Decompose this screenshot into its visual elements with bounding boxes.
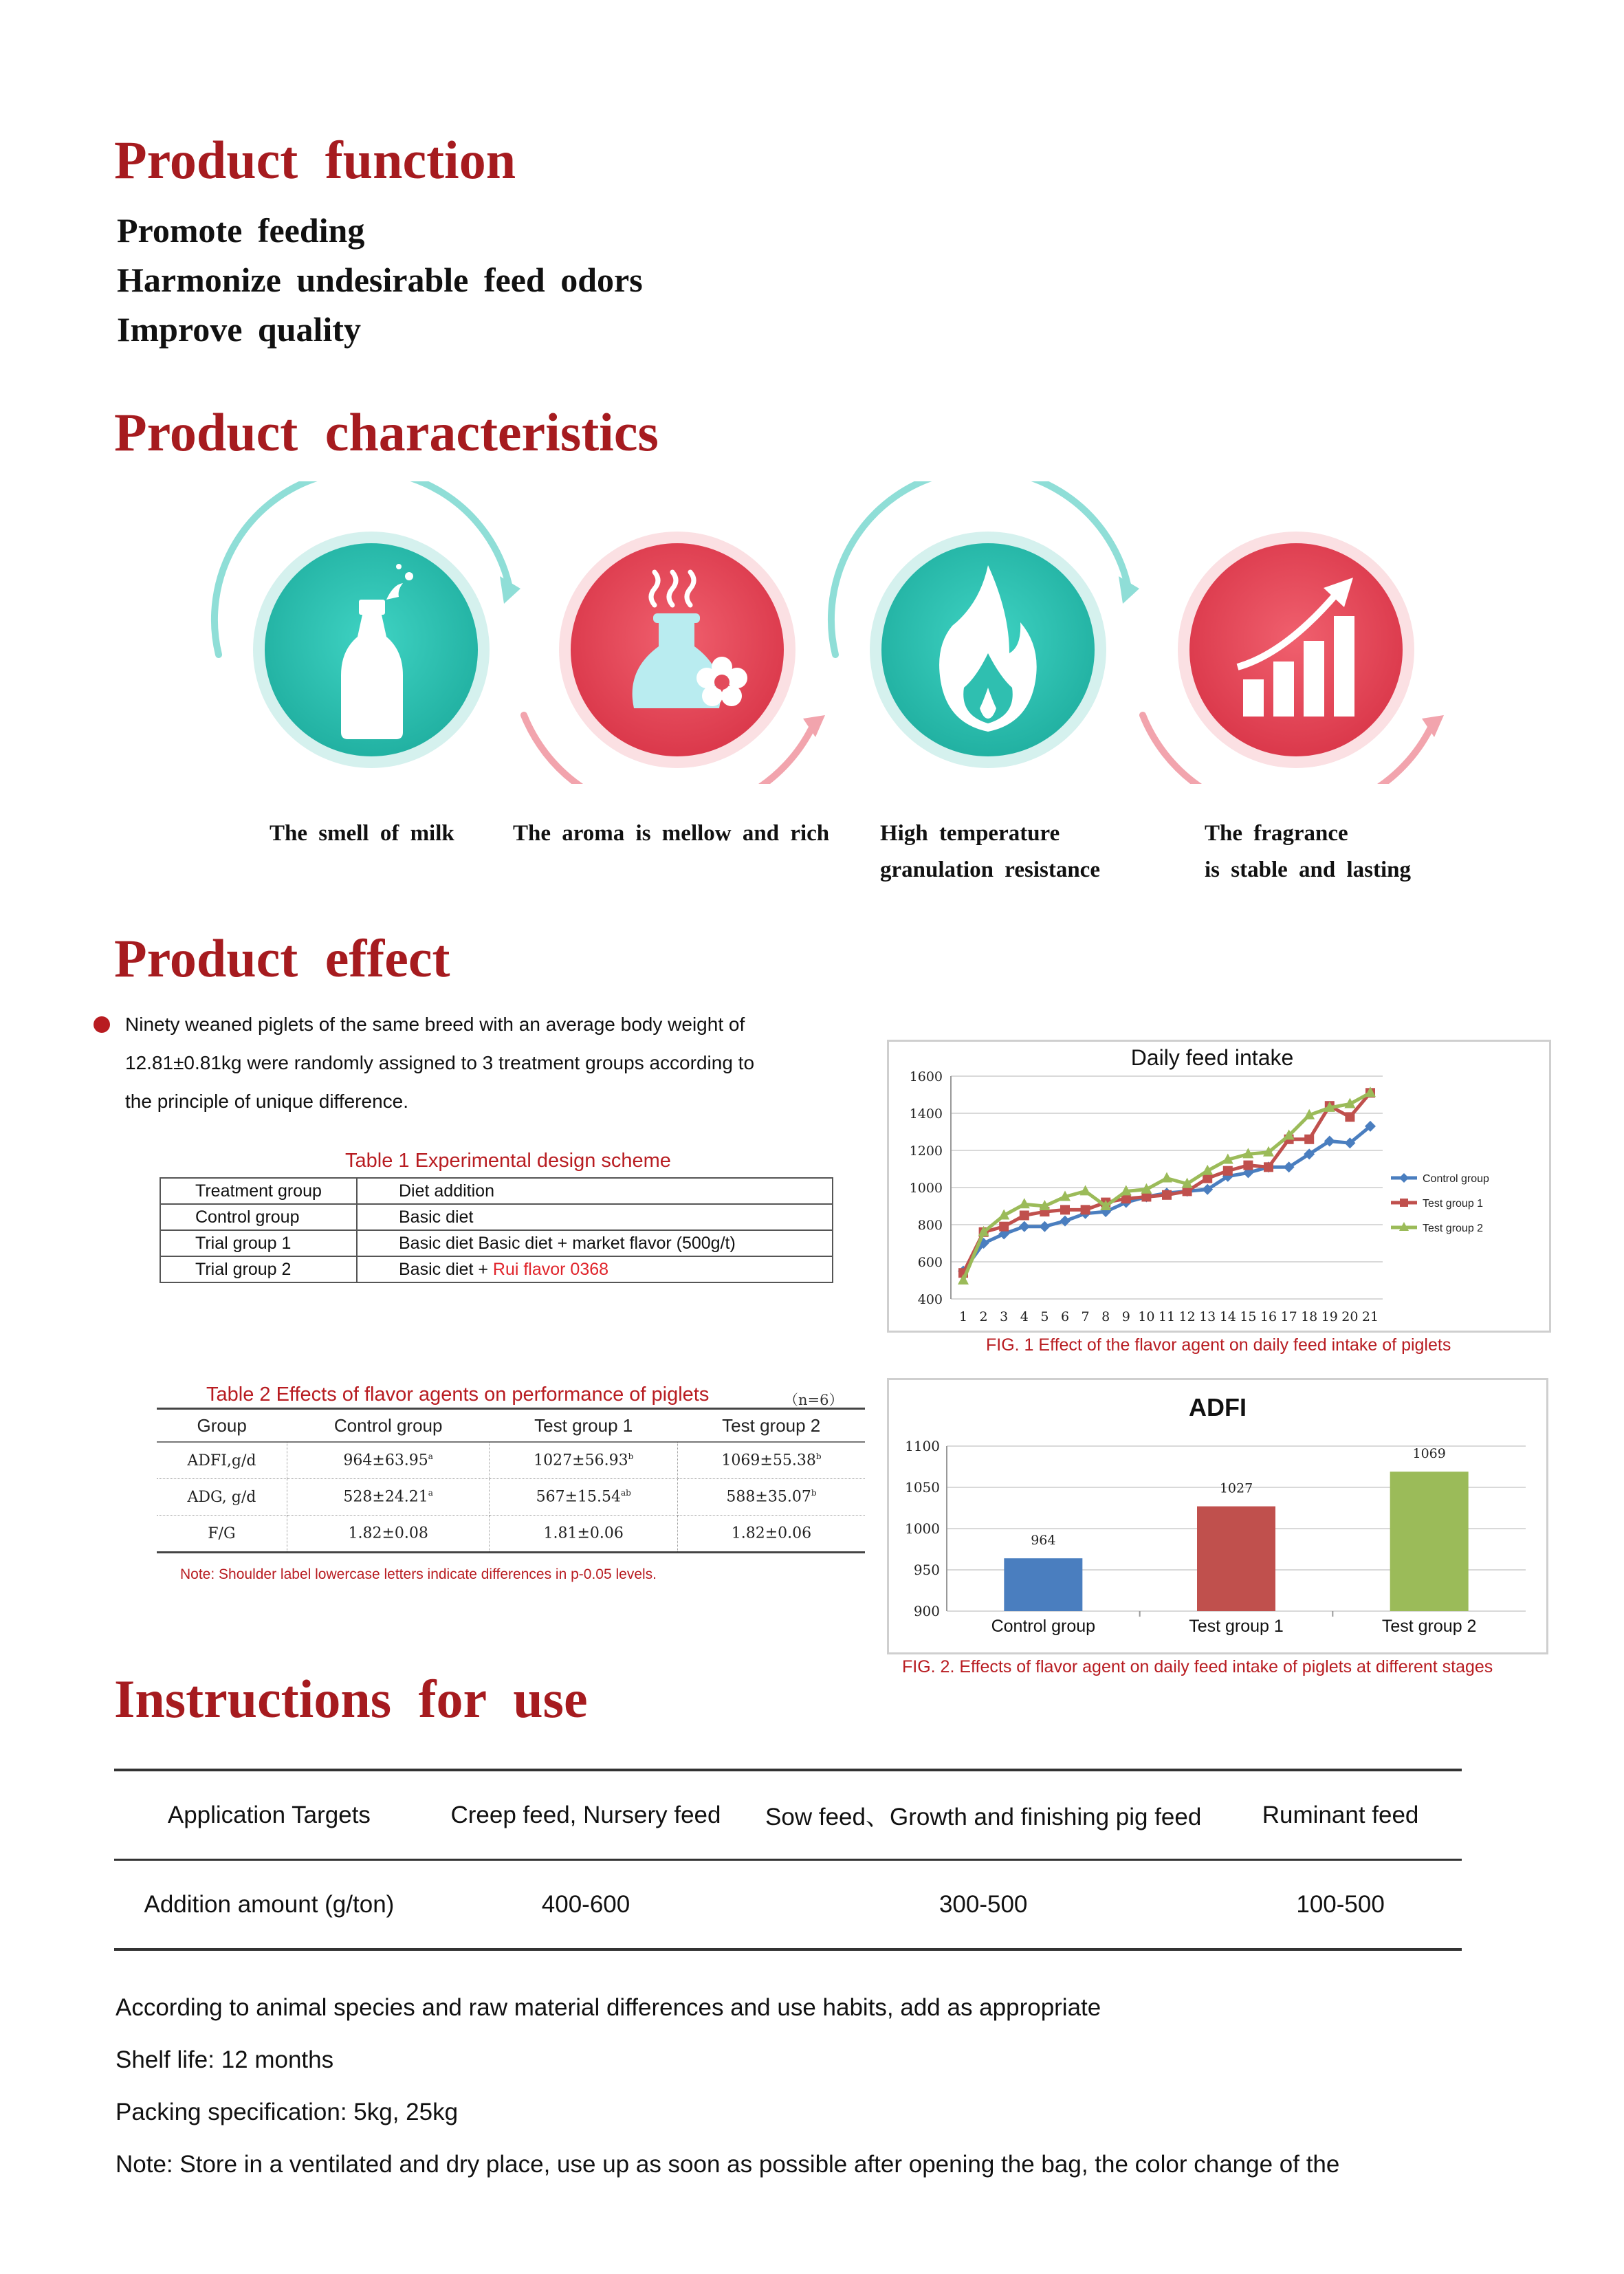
effect-title: Product effect (114, 928, 450, 988)
characteristic-caption: High temperature granulation resistance (880, 821, 1100, 882)
x-tick-label: 6 (1060, 1309, 1070, 1324)
flame-icon (870, 532, 1106, 768)
characteristic-caption: The aroma is mellow and rich (513, 821, 830, 846)
x-tick-label: 16 (1260, 1309, 1277, 1324)
bullet-dot (94, 1016, 110, 1033)
table1-title: Table 1 Experimental design scheme (345, 1150, 671, 1172)
instruction-note: According to animal species and raw material differences and use habits, add as appropriate (116, 1994, 1101, 2021)
legend-label: Control group (1423, 1173, 1489, 1185)
x-tick-label: 17 (1280, 1309, 1297, 1324)
legend-label: Test group 2 (1423, 1223, 1484, 1234)
data-point (1304, 1135, 1314, 1144)
x-tick-label: 13 (1199, 1309, 1216, 1324)
data-point (1080, 1185, 1091, 1195)
milk-bottle-icon (253, 532, 490, 768)
y-tick-label: 1100 (905, 1438, 940, 1454)
function-item: Promote feeding (117, 211, 365, 250)
table1: Treatment group Diet addition Control group Basic diet Trial group 1 Basic diet Basic diet + market flavor (500g/t) Trial group 2 Basic diet + Rui flavor 0368 (160, 1177, 833, 1283)
instructions-table: Application Targets Creep feed, Nursery feed Sow feed、Growth and finishing pig feed Ruminant feed Addition amount (g/ton) 400-600 300-500 100-500 (114, 1769, 1462, 1951)
y-tick-label: 1400 (909, 1106, 943, 1122)
characteristic-caption: The smell of milk (270, 821, 454, 846)
x-tick-label: 4 (1020, 1309, 1029, 1324)
x-tick-label: 2 (979, 1309, 988, 1324)
x-tick-label: 3 (1000, 1309, 1009, 1324)
instruction-note: Note: Store in a ventilated and dry place, use up as soon as possible after opening the bag, the color change of the (116, 2151, 1340, 2178)
function-item: Improve quality (117, 310, 361, 349)
data-label: 1027 (1219, 1480, 1253, 1496)
bar (1197, 1507, 1275, 1611)
data-label: 1069 (1412, 1446, 1446, 1462)
data-point (1264, 1162, 1273, 1172)
y-tick-label: 1050 (905, 1479, 940, 1496)
data-label: 964 (1031, 1533, 1056, 1549)
data-point (1060, 1205, 1070, 1214)
x-tick-label: 12 (1178, 1309, 1196, 1324)
function-title: Product function (114, 130, 516, 190)
x-tick-label: 8 (1101, 1309, 1110, 1324)
data-point (1020, 1211, 1029, 1221)
y-tick-label: 950 (913, 1562, 940, 1578)
y-tick-label: 900 (913, 1603, 940, 1619)
y-tick-label: 600 (917, 1255, 943, 1270)
y-tick-label: 1600 (909, 1069, 943, 1084)
series-line (963, 1093, 1370, 1273)
x-tick-label: 15 (1240, 1309, 1257, 1324)
y-tick-label: 400 (917, 1292, 943, 1307)
x-tick-label: Test group 1 (1189, 1617, 1284, 1636)
y-tick-label: 800 (917, 1218, 943, 1233)
x-tick-label: 19 (1321, 1309, 1338, 1324)
chart-title: Daily feed intake (1130, 1045, 1294, 1070)
x-tick-label: 1 (958, 1309, 968, 1324)
fig2-caption: FIG. 2. Effects of flavor agent on daily feed intake of piglets at different stages (902, 1657, 1493, 1676)
instructions-title: Instructions for use (114, 1669, 588, 1729)
data-point (1019, 1221, 1030, 1232)
bar (1390, 1472, 1469, 1611)
bar (1004, 1558, 1082, 1611)
data-point (1081, 1205, 1090, 1214)
x-tick-label: 7 (1081, 1309, 1090, 1324)
effect-intro: Ninety weaned piglets of the same breed with an average body weight of 12.81±0.81kg were randomly assigned to 3 treatment groups according to the principle of unique difference. (125, 1014, 755, 1112)
x-tick-label: 20 (1341, 1309, 1359, 1324)
chart-title: ADFI (1189, 1393, 1247, 1421)
data-point (1345, 1112, 1354, 1122)
data-point (1223, 1166, 1233, 1176)
data-point (1243, 1161, 1253, 1170)
y-tick-label: 1000 (905, 1520, 940, 1537)
x-tick-label: Test group 2 (1381, 1617, 1477, 1636)
x-tick-label: 18 (1301, 1309, 1318, 1324)
instruction-note: Packing specification: 5kg, 25kg (116, 2099, 459, 2125)
characteristic-caption: The fragrance is stable and lasting (1205, 821, 1411, 882)
legend-marker (1400, 1199, 1408, 1207)
fig2-chart (887, 1378, 1548, 1654)
data-point (1039, 1221, 1050, 1232)
series-line (963, 1093, 1370, 1280)
aroma-vase-icon (559, 532, 795, 768)
data-point (1162, 1190, 1172, 1200)
x-tick-label: 10 (1138, 1309, 1155, 1324)
y-tick-label: 1200 (909, 1144, 943, 1159)
x-tick-label: Control group (991, 1617, 1096, 1636)
instruction-note: Shelf life: 12 months (116, 2046, 334, 2073)
x-tick-label: 14 (1219, 1309, 1236, 1324)
legend-label: Test group 1 (1423, 1198, 1484, 1210)
fig1-chart (887, 1040, 1551, 1333)
y-tick-label: 1000 (909, 1181, 943, 1196)
table2-n: （n=6） (784, 1392, 844, 1408)
x-tick-label: 21 (1361, 1309, 1379, 1324)
table2: Group Control group Test group 1 Test group 2 ADFI,g/d 964±63.95$^a$ 1027±56.93$^b$ 1069±55.38$^b$ ADG, g/d 528±24.21$^a$ 567±15.54$^{ab}$ 588±35.07$^b$ F/G 1.82±0.08 1.81±0.06 1.82±0.06 (157, 1408, 865, 1553)
data-point (1161, 1172, 1172, 1183)
rising-chart-icon (1178, 532, 1414, 768)
x-tick-label: 11 (1158, 1309, 1176, 1324)
table2-title: Table 2 Effects of flavor agents on performance of piglets (206, 1384, 710, 1406)
x-tick-label: 9 (1121, 1309, 1130, 1324)
table2-note: Note: Shoulder label lowercase letters indicate differences in p-0.05 levels. (180, 1566, 657, 1582)
data-point (999, 1222, 1009, 1232)
characteristics-title: Product characteristics (114, 402, 659, 462)
legend-marker (1399, 1173, 1409, 1183)
fig1-caption: FIG. 1 Effect of the flavor agent on daily feed intake of piglets (986, 1335, 1451, 1355)
characteristics-icons (0, 481, 1624, 784)
x-tick-label: 5 (1040, 1309, 1049, 1324)
function-item: Harmonize undesirable feed odors (117, 261, 643, 299)
